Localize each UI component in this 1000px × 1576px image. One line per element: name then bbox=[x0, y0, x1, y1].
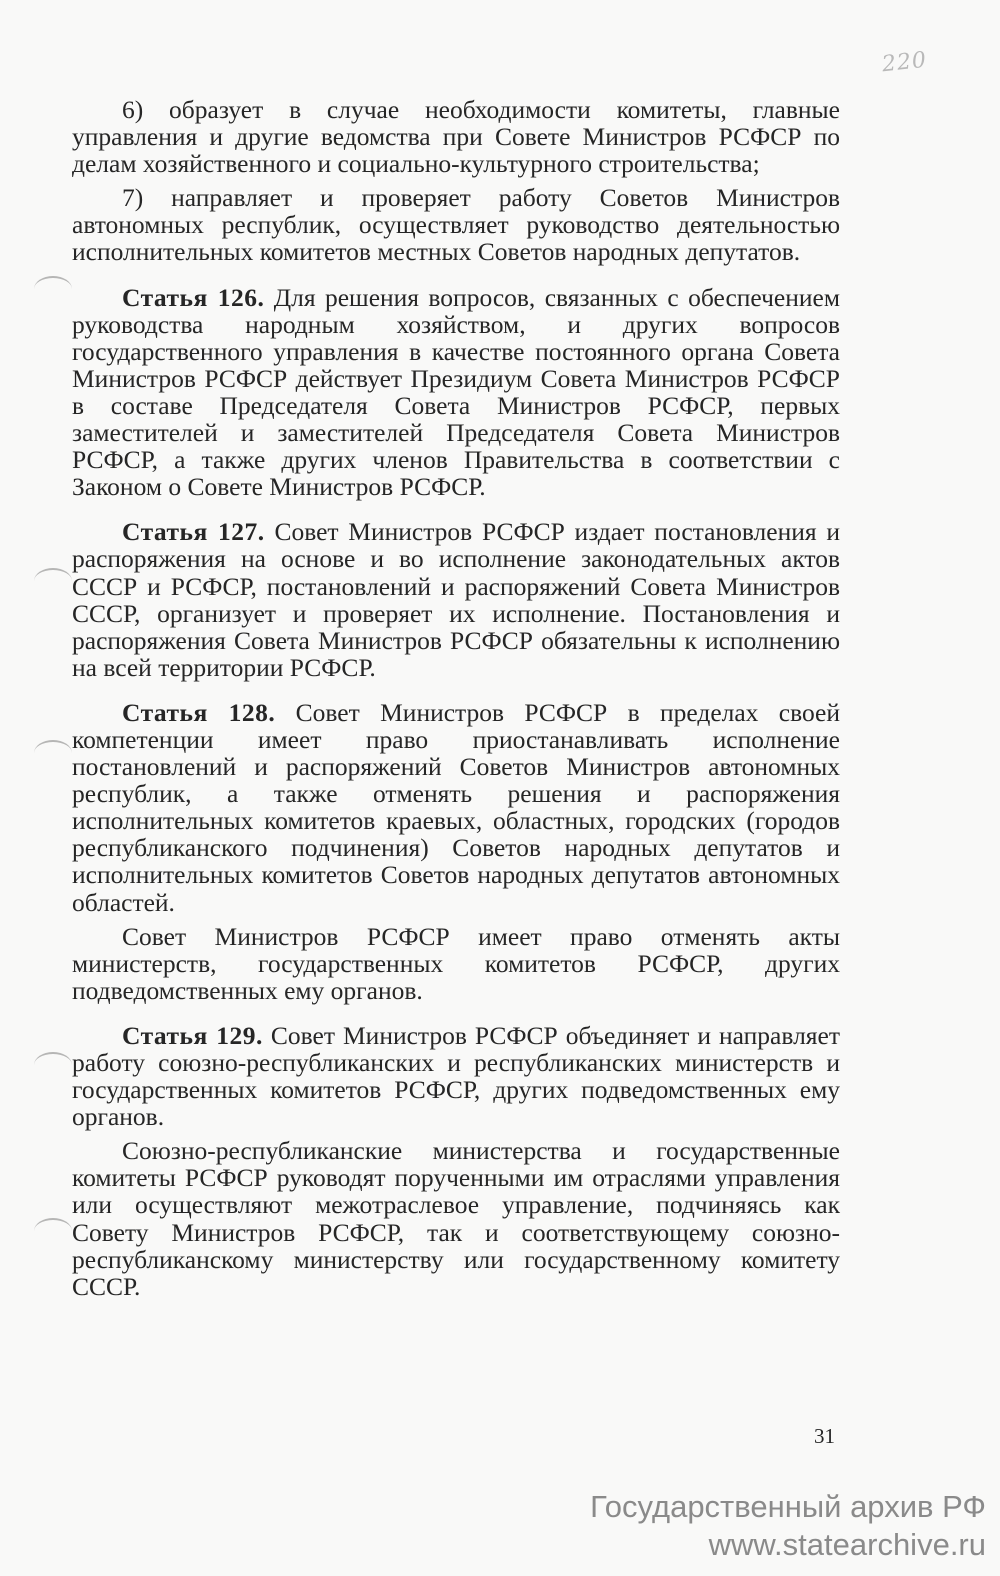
handwritten-page-mark: 220 bbox=[880, 47, 929, 78]
article-127 bbox=[72, 518, 840, 681]
page-number: 31 bbox=[814, 1424, 835, 1448]
article-title: Статья 128. bbox=[122, 697, 276, 727]
article-126 bbox=[72, 284, 840, 501]
article-text: Совет Министров РСФСР объединяет и направляет работу союзно-республиканских и республиканских министерств и государственных комитетов РСФСР, других подведомственных ему органов. bbox=[72, 1020, 840, 1132]
punch-hole-mark bbox=[34, 276, 72, 302]
paragraph-text: Союзно-республиканские министерства и государственные комитеты РСФСР руководят порученными им отраслями управления или осуществляют межотраслевое управление, подчиняясь как Совету Министров РСФСР, так и соответствующему союзно-республиканскому министерству или государственному комитету СССР. bbox=[72, 1136, 840, 1301]
punch-hole-mark bbox=[34, 740, 72, 766]
article-129 bbox=[72, 1022, 840, 1130]
paragraph-text: 6) образует в случае необходимости комитеты, главные управления и другие ведомства при Совете Министров РСФСР по делам хозяйственного и социально-культурного строительства; bbox=[72, 95, 840, 179]
article-129-part-2 bbox=[72, 1137, 840, 1300]
paragraph-item-7 bbox=[72, 184, 840, 265]
article-title: Статья 126. bbox=[122, 282, 265, 312]
punch-hole-mark bbox=[34, 568, 72, 594]
watermark-archive-name: Государственный архив РФ bbox=[590, 1489, 986, 1524]
punch-hole-mark bbox=[34, 1052, 72, 1078]
document-body bbox=[72, 96, 840, 1300]
article-text: Совет Министров РСФСР издает постановления и распоряжения на основе и во исполнение законодательных актов СССР и РСФСР, постановлений и распоряжений Совета Министров СССР, организует и проверяет их исполнение. Постановления и распоряжения Совета Министров РСФСР обязательны к исполнению на всей территории РСФСР. bbox=[72, 517, 840, 682]
watermark-url: www.statearchive.ru bbox=[708, 1527, 986, 1562]
punch-hole-mark bbox=[34, 1218, 72, 1244]
paragraph-text: Совет Министров РСФСР имеет право отменять акты министерств, государственных комитетов РСФСР, других подведомственных ему органов. bbox=[72, 921, 840, 1005]
article-128-part-2 bbox=[72, 923, 840, 1004]
article-128 bbox=[72, 699, 840, 916]
article-text: Совет Министров РСФСР в пределах своей компетенции имеет право приостанавливать исполнение постановлений и распоряжений Советов Министров автономных республик, а также отменять решения и распоряжения исполнительных комитетов краевых, областных, городских (городов республиканского подчинения) Советов народных депутатов и исполнительных комитетов Советов народных депутатов автономных областей. bbox=[72, 697, 840, 917]
paragraph-item-6 bbox=[72, 96, 840, 177]
article-title: Статья 127. bbox=[122, 517, 265, 547]
article-text: Для решения вопросов, связанных с обеспечением руководства народным хозяйством, и других вопросов государственного управления в качестве постоянного органа Совета Министров РСФСР действует Президиум Совета Министров РСФСР в составе Председателя Совета Министров РСФСР, первых заместителей и заместителей Председателя Совета Министров РСФСР, а также других членов Правительства в соответствии с Законом о Совете Министров РСФСР. bbox=[72, 282, 841, 502]
archive-watermark bbox=[590, 1488, 986, 1564]
article-title: Статья 129. bbox=[122, 1020, 263, 1050]
paragraph-text: 7) направляет и проверяет работу Советов Министров автономных республик, осуществляет руководство деятельностью исполнительных комитетов местных Советов народных депутатов. bbox=[72, 183, 840, 267]
